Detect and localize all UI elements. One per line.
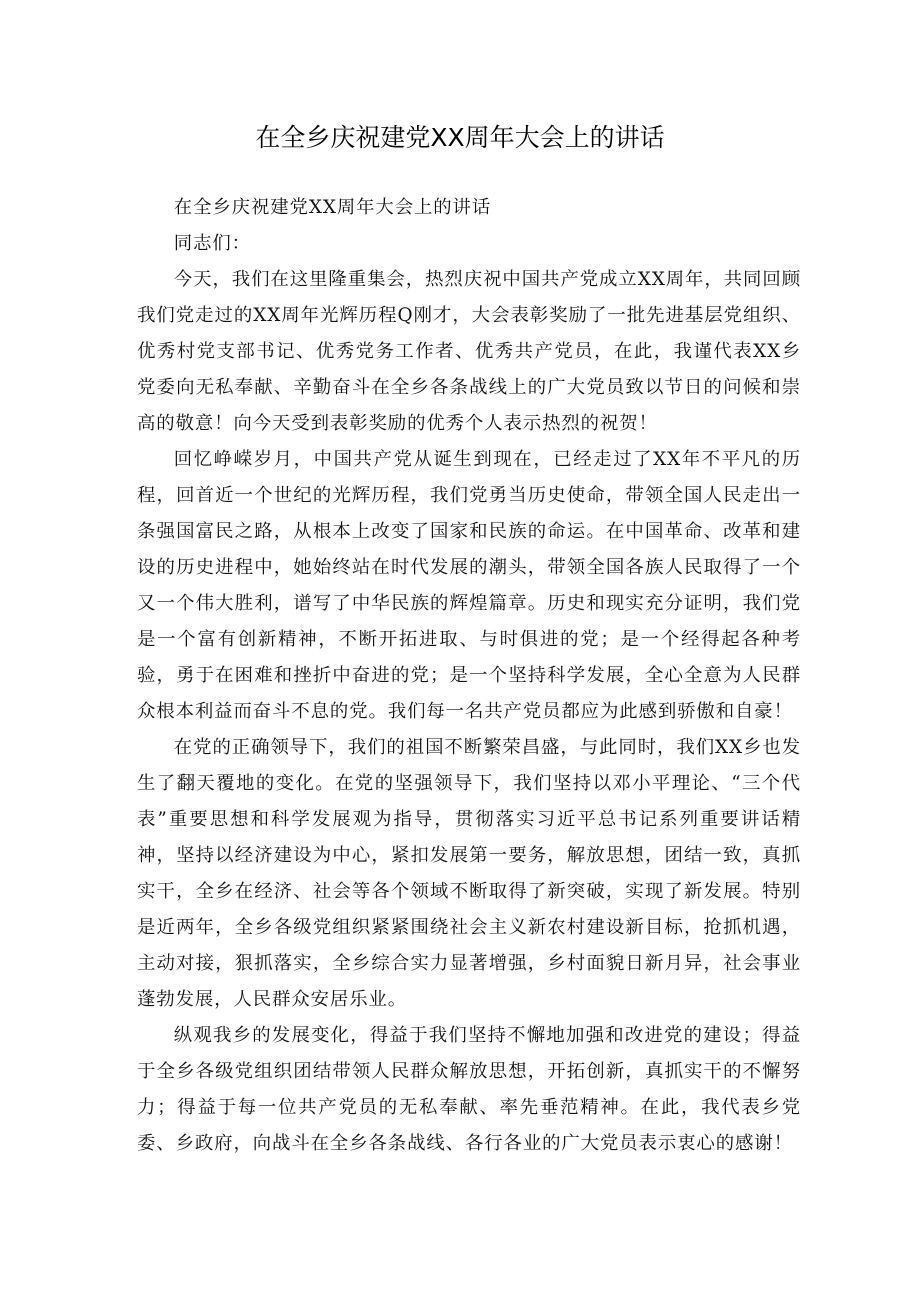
document-title: 在全乡庆祝建党XX周年大会上的讲话 — [255, 123, 665, 152]
paragraph-gratitude: 纵观我乡的发展变化，得益于我们坚持不懈地加强和改进党的建设；得益于全乡各级党组织团结带领人民群众解放思想，开拓创新，真抓实干的不懈努力；得益于每一位共产党员的无私奉献、率先垂范精神。在此，我代表乡党委、乡政府，向战斗在全乡各条战线、各行各业的广大党员表示衷心的感谢！ — [137, 1025, 801, 1154]
paragraph-salutation: 同志们： — [173, 233, 251, 254]
document-body — [137, 190, 801, 1162]
paragraph-opening: 今天，我们在这里隆重集会，热烈庆祝中国共产党成立XX周年，共同回顾我们党走过的XX周年光辉历程Q刚才，大会表彰奖励了一批先进基层党组织、优秀村党支部书记、优秀党务工作者、优秀共产党员，在此，我谨代表XX乡党委向无私奉献、辛勤奋斗在全乡各条战线上的广大党员致以节日的问候和崇高的敬意！向今天受到表彰奖励的优秀个人表示热烈的祝贺！ — [137, 269, 801, 434]
paragraph-history: 回忆峥嵘岁月，中国共产党从诞生到现在，已经走过了XX年不平凡的历程，回首近一个世纪的光辉历程，我们党勇当历史使命，带领全国人民走出一条强国富民之路，从根本上改变了国家和民族的命运。在中国革命、改革和建设的历史进程中，她始终站在时代发展的潮头，带领全国各族人民取得了一个又一个伟大胜利，谱写了中华民族的辉煌篇章。历史和现实充分证明，我们党是一个富有创新精神，不断开拓进取、与时俱进的党；是一个经得起各种考验，勇于在困难和挫折中奋进的党；是一个坚持科学发展，全心全意为人民群众根本利益而奋斗不息的党。我们每一名共产党员都应为此感到骄傲和自豪！ — [137, 449, 801, 722]
paragraph-development: 在党的正确领导下，我们的祖国不断繁荣昌盛，与此同时，我们XX乡也发生了翻天覆地的变化。在党的坚强领导下，我们坚持以邓小平理论、“三个代表”重要思想和科学发展观为指导，贯彻落实习近平总书记系列重要讲话精神，坚持以经济建设为中心，紧扣发展第一要务，解放思想，团结一致，真抓实干，全乡在经济、社会等各个领域不断取得了新突破，实现了新发展。特别是近两年，全乡各级党组织紧紧围绕社会主义新农村建设新目标，抢抓机遇，主动对接，狠抓落实，全乡综合实力显著增强，乡村面貌日新月异，社会事业蓬勃发展，人民群众安居乐业。 — [137, 737, 801, 1010]
paragraph-subtitle: 在全乡庆祝建党XX周年大会上的讲话 — [173, 197, 492, 218]
